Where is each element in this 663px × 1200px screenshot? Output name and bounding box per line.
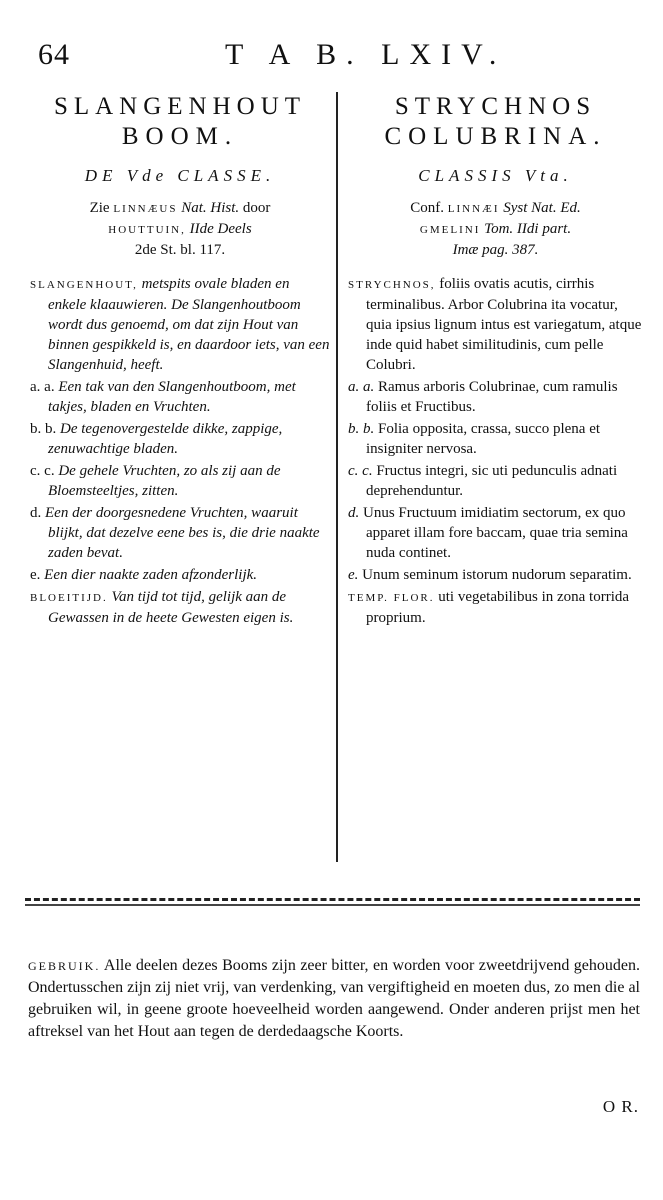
dutch-column [30, 92, 330, 630]
entry-text: Unus Fructuum imidiatim sectorum, ex quo apparet illam fore baccam, quae tria semina nuda continet. [363, 505, 628, 561]
entry-d [30, 503, 330, 563]
entry-d [348, 503, 643, 563]
entry-key: d. [348, 505, 360, 521]
catchword: O R. [602, 1097, 639, 1116]
entry-e [348, 565, 643, 585]
entry-key: c. c. [30, 463, 55, 479]
entry-key: d. [30, 505, 42, 521]
ref-text: door [242, 200, 271, 216]
entry-c [30, 461, 330, 501]
usage-lead: GEBRUIK. [28, 959, 101, 973]
entry-b [348, 419, 643, 459]
entry-a [348, 377, 643, 417]
entry-text: Van tijd tot tijd, gelijk aan de Gewassen in de heete Gewesten eigen is. [48, 589, 294, 626]
entry-text: metspits ovale bladen en enkele klaauwieren. De Slangenhoutboom wordt dus genoemd, om dat zijn Hout van binnen gespikkeld is, en daardoor iets, van een Slangenhuid, heeft. [48, 276, 330, 373]
separator-rule [25, 898, 640, 901]
dutch-class: DE Vde CLASSE. [84, 166, 276, 185]
entry-text: De tegenovergestelde dikke, zappige, zenuwachtige bladen. [48, 421, 283, 457]
ref-work: Syst Nat. Ed. [503, 200, 581, 216]
plate-title: T A B. LXIV. [225, 38, 507, 71]
entry-key: b. b. [30, 421, 57, 437]
entry-description [348, 274, 643, 375]
entry-text: Ramus arboris Colubrinae, cum ramulis foliis et Fructibus. [366, 379, 618, 415]
entry-text: Folia opposita, crassa, succo plena et insigniter nervosa. [366, 421, 601, 457]
ref-author: LINNÆI [447, 203, 500, 215]
entry-text: Fructus integri, sic uti pedunculis adnati deprehenduntur. [366, 463, 618, 499]
ref-page: Imæ pag. 387. [452, 242, 539, 258]
entry-key: TEMP. FLOR. [348, 592, 435, 604]
entry-text: De gehele Vruchten, zo als zij aan de Bloemsteeltjes, zitten. [48, 463, 281, 499]
entry-key: b. b. [348, 421, 375, 437]
entry-text: Een dier naakte zaden afzonderlijk. [44, 567, 258, 583]
entry-key: BLOEITIJD. [30, 592, 108, 604]
entry-key: e. [30, 567, 41, 583]
entry-text: Een der doorgesnedene Vruchten, waaruit blijkt, dat dezelve eene bes is, die drie naakte zaden bevat. [45, 505, 320, 561]
entry-key: a. a. [348, 379, 375, 395]
ref-volume: Tom. IIdi part. [484, 221, 572, 237]
entry-e [30, 565, 330, 585]
entry-b [30, 419, 330, 459]
dutch-subtitle: BOOM. [121, 123, 239, 150]
separator-rule [25, 904, 640, 906]
usage-text: Alle deelen dezes Booms zijn zeer bitter, en worden voor zweetdrijvend gehouden. Ondertusschen zijn zij niet vrij, van verdenking, van vergiftigheid en moeten dus, zo men die al gebruiken wil, in geene groote hoeveelheid worden aangewend. Onder anderen prijst men het aftreksel van het Hout aan tegen de derdedaagsche Koorts. [28, 957, 640, 1040]
ref-text: Conf. [410, 200, 445, 216]
entry-key: e. [348, 567, 359, 583]
usage-paragraph [28, 955, 640, 1043]
entry-c [348, 461, 643, 501]
entry-description [30, 274, 330, 375]
entry-flowering [30, 587, 330, 628]
latin-subtitle: COLUBRINA. [384, 123, 607, 150]
entry-key: c. c. [348, 463, 373, 479]
entry-a [30, 377, 330, 417]
ref-page: 2de St. bl. 117. [134, 242, 226, 258]
ref-author: GMELINI [419, 224, 481, 236]
column-divider [336, 92, 338, 862]
dutch-reference [30, 198, 330, 260]
entry-text: Unum seminum istorum nudorum separatim. [362, 567, 632, 583]
entry-key: SLANGENHOUT, [30, 279, 138, 291]
entry-key: a. a. [30, 379, 55, 395]
entry-key: STRYCHNOS, [348, 279, 436, 291]
latin-title: STRYCHNOS [394, 93, 597, 120]
latin-class: CLASSIS Vta. [418, 166, 573, 185]
latin-column [348, 92, 643, 630]
ref-text: Zie [89, 200, 110, 216]
latin-reference [348, 198, 643, 260]
entry-text: Een tak van den Slangenhoutboom, met takjes, bladen en Vruchten. [48, 379, 296, 415]
entry-flowering [348, 587, 643, 628]
ref-author: LINNÆUS [113, 203, 178, 215]
dutch-title: SLANGENHOUT [53, 93, 307, 120]
ref-volume: IIde Deels [189, 221, 252, 237]
page-number: 64 [38, 38, 70, 71]
entry-text: foliis ovatis acutis, cirrhis terminalibus. Arbor Colubrina ita vocatur, quia ipsius lignum intus est variegatum, atque inde quid habet similitudinis, cum pelle Colubri. [366, 276, 642, 373]
ref-author: HOUTTUIN, [108, 224, 186, 236]
entry-text: uti vegetabilibus in zona torrida proprium. [366, 589, 630, 626]
ref-work: Nat. Hist. [181, 200, 240, 216]
